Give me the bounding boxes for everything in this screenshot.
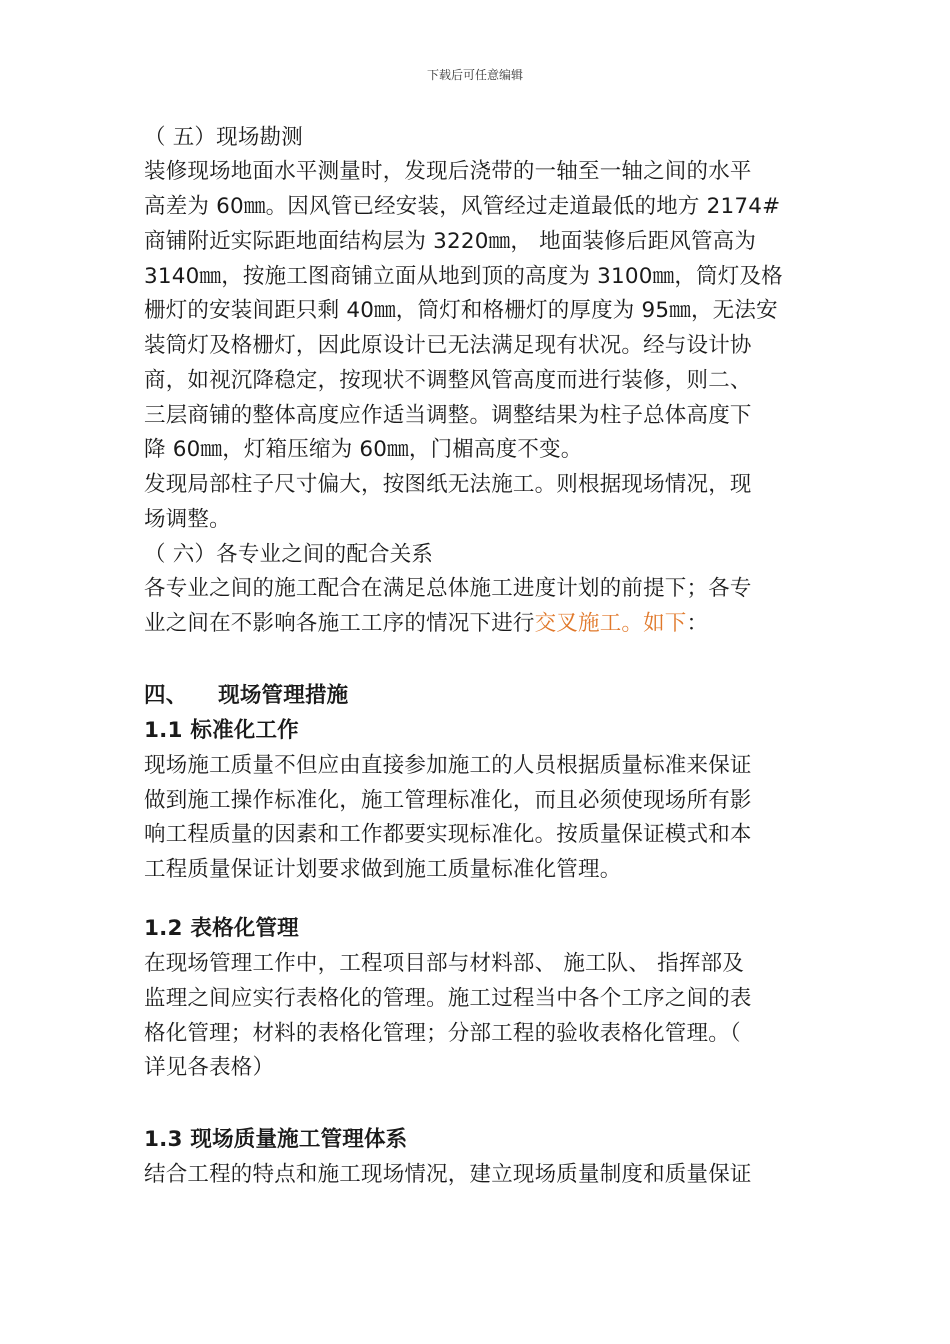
section-heading: 四、 现场管理措施 [144, 683, 349, 708]
paragraph-line: 各专业之间的施工配合在满足总体施工进度计划的前提下；各专 [144, 576, 752, 601]
paragraph-line: 结合工程的特点和施工现场情况，建立现场质量制度和质量保证 [144, 1162, 752, 1187]
paragraph-line: 工程质量保证计划要求做到施工质量标准化管理。 [144, 857, 622, 882]
subsection-heading: 1.2 表格化管理 [144, 916, 299, 941]
subsection-heading: （ 六）各专业之间的配合关系 [144, 542, 434, 567]
paragraph-line: 场调整。 [144, 507, 231, 532]
paragraph-line: 降 60㎜，灯箱压缩为 60㎜，门楣高度不变。 [144, 437, 583, 462]
paragraph-line: 详见各表格） [144, 1055, 275, 1080]
paragraph-line: 做到施工操作标准化，施工管理标准化，而且必须使现场所有影 [144, 788, 752, 813]
highlighted-text: 交叉施工。如下 [534, 611, 687, 636]
paragraph-line: 栅灯的安装间距只剩 40㎜，筒灯和格栅灯的厚度为 95㎜，无法安 [144, 298, 778, 323]
paragraph-line: 商，如视沉降稳定，按现状不调整风管高度而进行装修，则二、 [144, 368, 752, 393]
paragraph-line: 高差为 60㎜。因风管已经安装，风管经过走道最低的地方 2174# [144, 194, 781, 219]
paragraph-line: 装修现场地面水平测量时，发现后浇带的一轴至一轴之间的水平 [144, 159, 752, 184]
plain-text: ： [686, 611, 709, 636]
plain-text: 业之间在不影响各施工工序的情况下进行 [144, 611, 535, 636]
page-header: 下载后可任意编辑 [426, 68, 523, 82]
paragraph-line: 在现场管理工作中，工程项目部与材料部、 施工队、 指挥部及 [144, 951, 744, 976]
subsection-heading: 1.1 标准化工作 [144, 718, 299, 743]
subsection-heading: 1.3 现场质量施工管理体系 [144, 1127, 408, 1152]
paragraph-line: 装筒灯及格栅灯，因此原设计已无法满足现有状况。经与设计协 [144, 333, 752, 358]
paragraph-line: 发现局部柱子尺寸偏大，按图纸无法施工。则根据现场情况，现 [144, 472, 752, 497]
paragraph-line: 监理之间应实行表格化的管理。施工过程当中各个工序之间的表 [144, 986, 752, 1011]
paragraph-line: 商铺附近实际距地面结构层为 3220㎜， 地面装修后距风管高为 [144, 229, 757, 254]
paragraph-line [144, 609, 708, 639]
paragraph-line: 现场施工质量不但应由直接参加施工的人员根据质量标准来保证 [144, 753, 752, 778]
paragraph-line: 三层商铺的整体高度应作适当调整。调整结果为柱子总体高度下 [144, 403, 752, 428]
paragraph-line: 格化管理；材料的表格化管理；分部工程的验收表格化管理。（ [144, 1021, 741, 1046]
paragraph-line: 3140㎜，按施工图商铺立面从地到顶的高度为 3100㎜，筒灯及格 [144, 264, 783, 289]
subsection-heading: （ 五）现场勘测 [144, 125, 303, 150]
paragraph-line: 响工程质量的因素和工作都要实现标准化。按质量保证模式和本 [144, 822, 752, 847]
